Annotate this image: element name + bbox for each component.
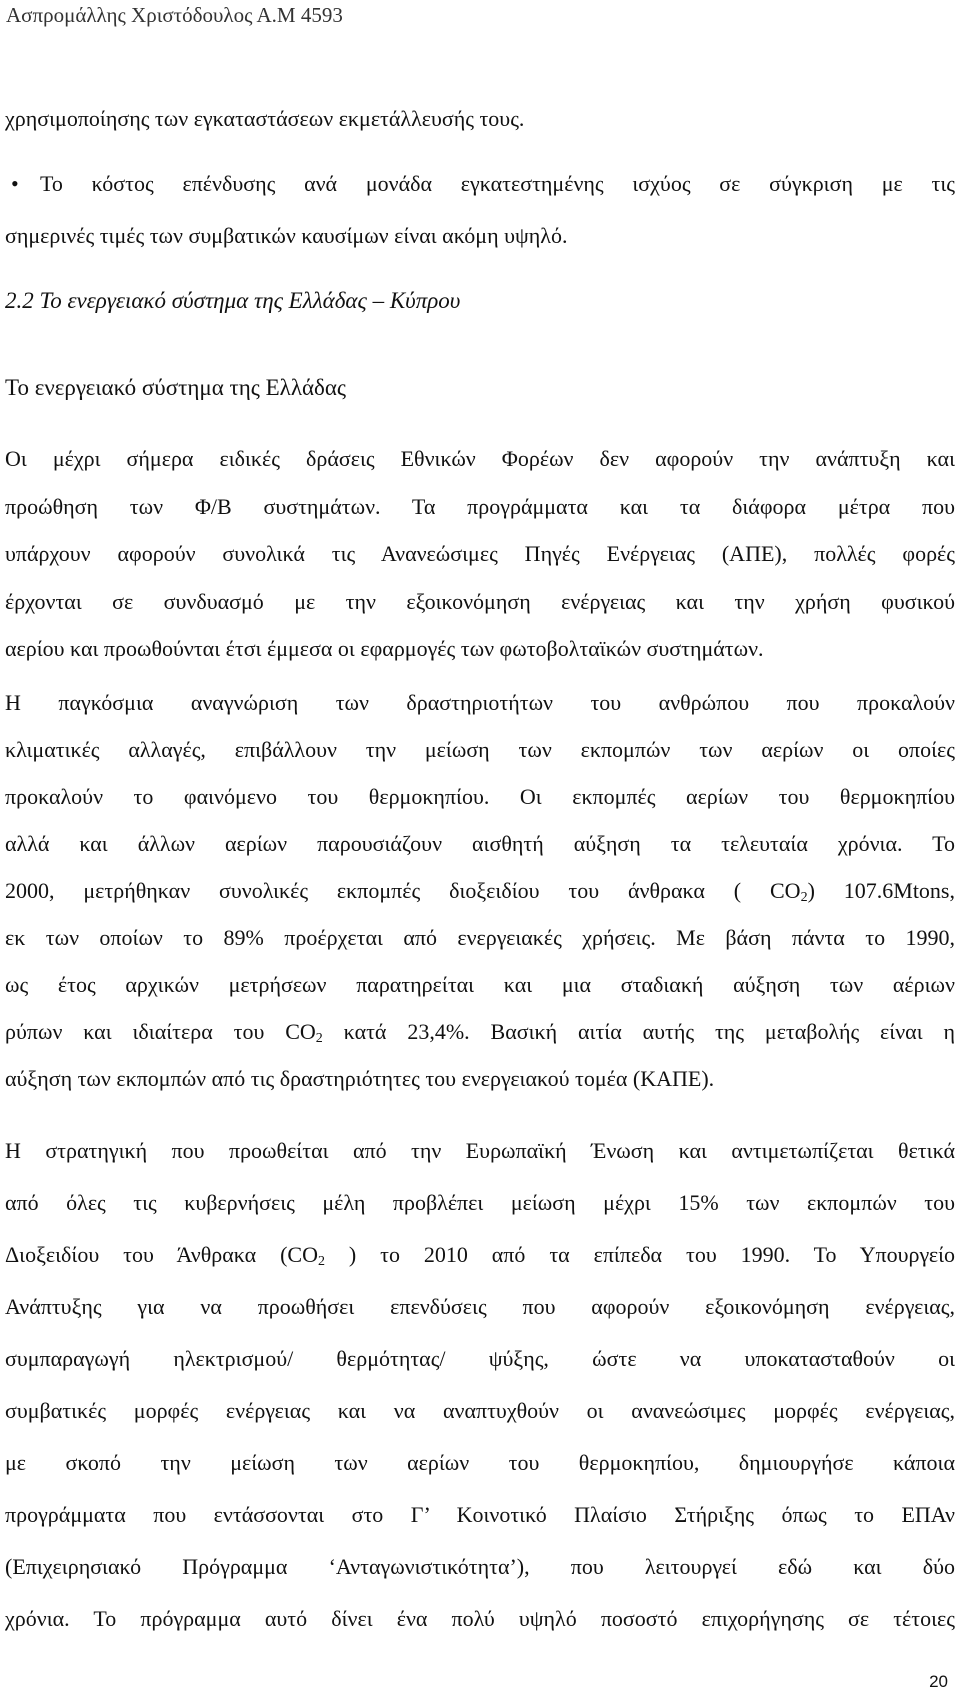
body-line: αλλά και άλλων αερίων παρουσιάζουν αισθητή αύξηση τα τελευταία χρόνια. Το — [5, 831, 955, 856]
body-line: προώθηση των Φ/Β συστημάτων. Τα προγράμματα και τα διάφορα μέτρα που — [5, 494, 955, 519]
body-line: χρόνια. Το πρόγραμμα αυτό δίνει ένα πολύ υψηλό ποσοστό επιχορήγησης σε τέτοιες — [5, 1606, 955, 1631]
body-line: με σκοπό την μείωση των αερίων του θερμοκηπίου, δημιουργήσε κάποια — [5, 1450, 955, 1475]
document-header — [0, 0, 960, 30]
text-segment: Διοξειδίου του Άνθρακα (CO — [5, 1242, 318, 1267]
subscript: 2 — [315, 1031, 323, 1046]
subsection-heading: Το ενεργειακό σύστημα της Ελλάδας — [5, 375, 347, 400]
text-segment: κατά 23,4%. Βασική αιτία αυτής της μεταβολής είναι η — [322, 1019, 955, 1044]
body-line: αερίου και προωθούνται έτσι έμμεσα οι εφαρμογές των φωτοβολταϊκών συστημάτων. — [5, 636, 764, 661]
body-line: κλιματικές αλλαγές, επιβάλλουν την μείωση των εκπομπών των αερίων οι οποίες — [5, 737, 955, 762]
bullet-item — [5, 169, 955, 199]
body-line: συμπαραγωγή ηλεκτρισμού/ θερμότητας/ ψύξης, ώστε να υποκατασταθούν οι — [5, 1346, 955, 1371]
body-line: από όλες τις κυβερνήσεις μέλη προβλέπει μείωση μέχρι 15% των εκπομπών του — [5, 1190, 955, 1215]
body-line: προκαλούν το φαινόμενο του θερμοκηπίου. Οι εκπομπές αερίων του θερμοκηπίου — [5, 784, 955, 809]
body-line: (Επιχειρησιακό Πρόγραμμα ‘Ανταγωνιστικότητα’), που λειτουργεί εδώ και δύο — [5, 1554, 955, 1579]
body-line: Οι μέχρι σήμερα ειδικές δράσεις Εθνικών Φορέων δεν αφορούν την ανάπτυξη και — [5, 446, 955, 471]
header-author-text: Ασπρομάλλης Χριστόδουλος Α.Μ 4593 — [6, 3, 343, 27]
body-line: Η στρατηγική που προωθείται από την Ευρωπαϊκή Ένωση και αντιμετωπίζεται θετικά — [5, 1138, 955, 1163]
page-number: 20 — [929, 1672, 948, 1691]
body-line: συμβατικές μορφές ενέργειας και να αναπτυχθούν οι ανανεώσιμες μορφές ενέργειας, — [5, 1398, 955, 1423]
body-line: εκ των οποίων το 89% προέρχεται από ενεργειακές χρήσεις. Με βάση πάντα το 1990, — [5, 925, 955, 950]
text-segment: 2000, μετρήθηκαν συνολικές εκπομπές διοξειδίου του άνθρακα ( CO — [5, 878, 801, 903]
body-line: χρησιμοποίησης των εγκαταστάσεων εκμετάλλευσής τους. — [5, 106, 525, 131]
body-line: Η παγκόσμια αναγνώριση των δραστηριοτήτων του ανθρώπου που προκαλούν — [5, 690, 955, 715]
body-line: αύξηση των εκπομπών από τις δραστηριότητες του ενεργειακού τομέα (ΚΑΠΕ). — [5, 1066, 715, 1091]
body-line-with-formula — [5, 1017, 955, 1047]
body-line: έρχονται σε συνδυασμό με την εξοικονόμηση ενέργειας και την χρήση φυσικού — [5, 589, 955, 614]
body-line: Ανάπτυξης για να προωθήσει επενδύσεις που αφορούν εξοικονόμηση ενέργειας, — [5, 1294, 955, 1319]
body-line: σημερινές τιμές των συμβατικών καυσίμων είναι ακόμη υψηλό. — [5, 223, 568, 248]
body-line: προγράμματα που εντάσσονται στο Γ’ Κοινοτικό Πλαίσιο Στήριξης όπως το ΕΠΑν — [5, 1502, 955, 1527]
text-segment: ) το 2010 από τα επίπεδα του 1990. Το Υπουργείο — [325, 1242, 956, 1267]
text-segment: ρύπων και ιδιαίτερα του CO — [5, 1019, 316, 1044]
body-line: υπάρχουν αφορούν συνολικά τις Ανανεώσιμες Πηγές Ενέργειας (ΑΠΕ), πολλές φορές — [5, 541, 955, 566]
subscript: 2 — [800, 890, 808, 905]
section-heading: 2.2 Το ενεργειακό σύστημα της Ελλάδας – Κύπρου — [5, 288, 461, 313]
body-line: ως έτος αρχικών μετρήσεων παρατηρείται και μια σταδιακή αύξηση των αέριων — [5, 972, 955, 997]
bullet-text: Το κόστος επένδυσης ανά μονάδα εγκατεστημένης ισχύος σε σύγκριση με τις — [40, 171, 955, 196]
subscript: 2 — [318, 1254, 325, 1269]
bullet-marker: • — [11, 171, 19, 196]
body-line-with-formula — [5, 1240, 955, 1270]
body-line-with-formula — [5, 876, 955, 906]
text-segment: ) 107.6Mtons, — [807, 878, 955, 903]
